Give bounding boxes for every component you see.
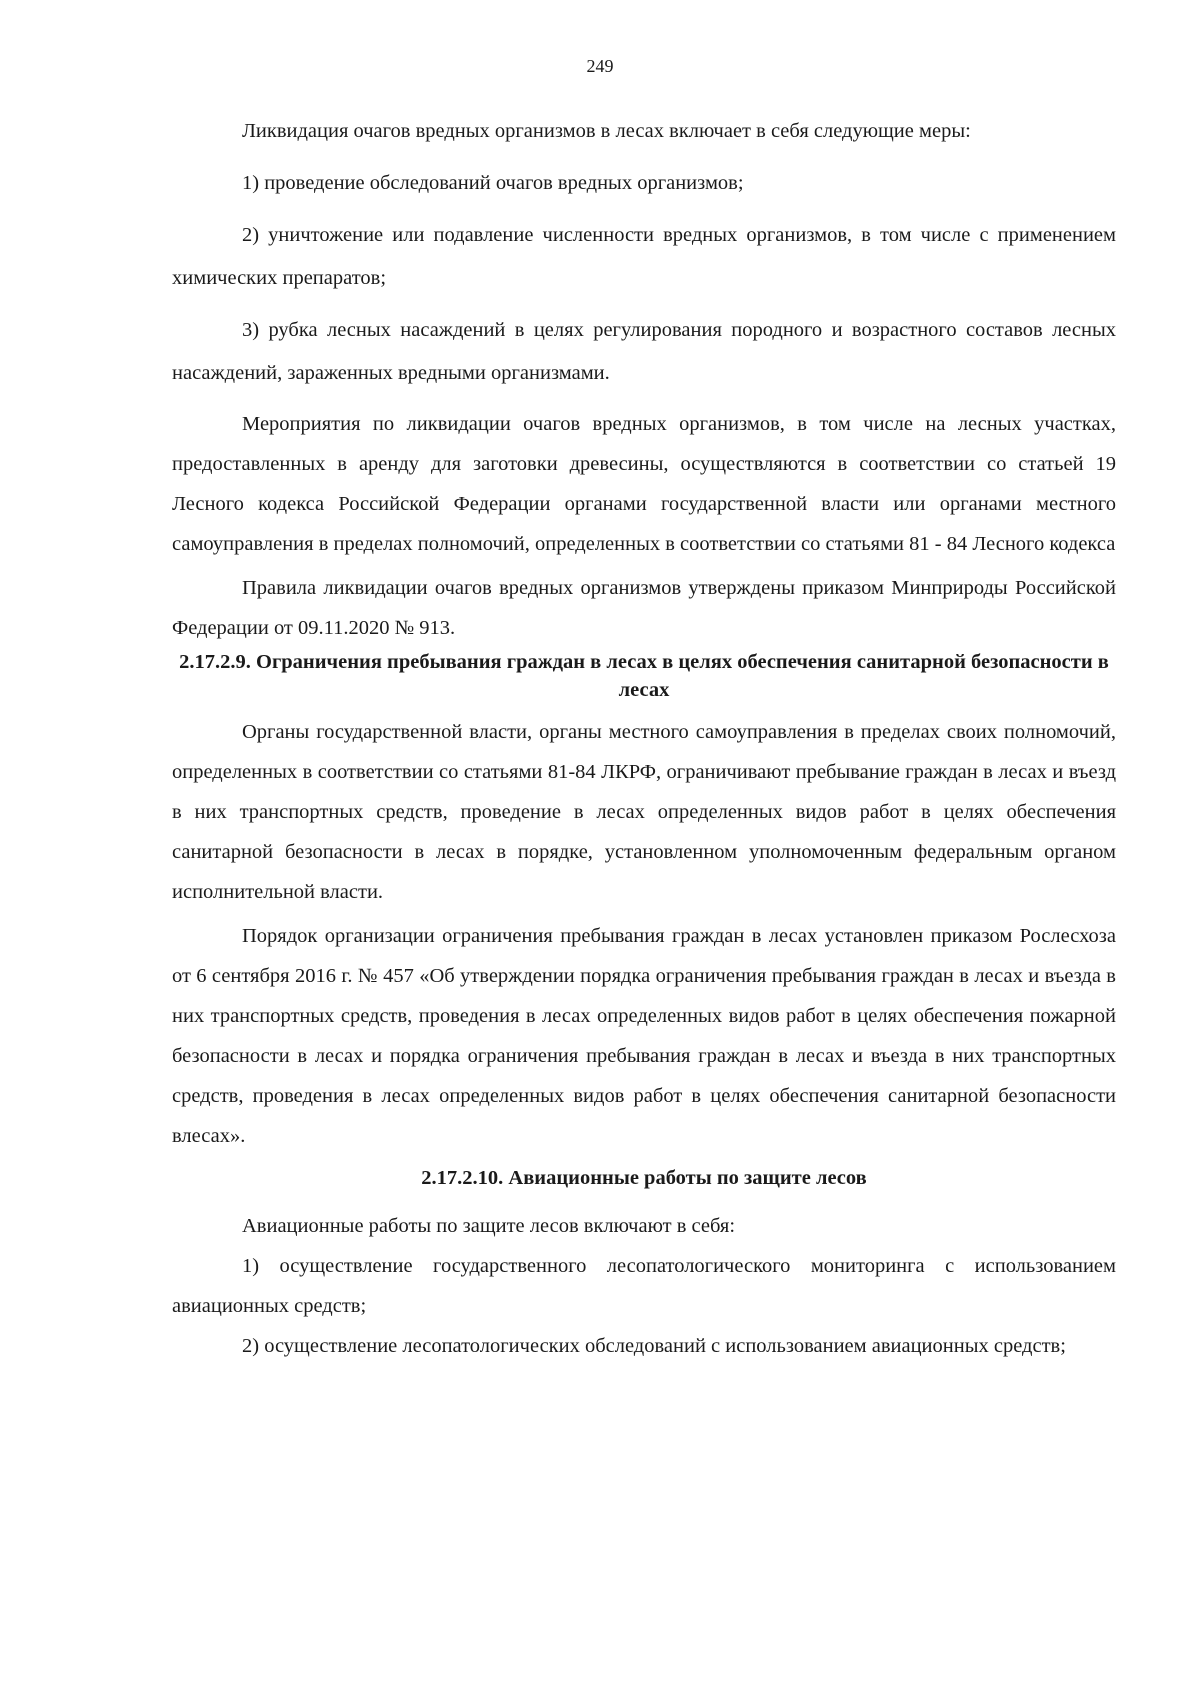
list-item: 1) осуществление государственного лесопатологического мониторинга с использованием авиационных средств; (172, 1255, 1116, 1317)
list-item: 3) рубка лесных насаждений в целях регулирования породного и возрастного составов лесных насаждений, зараженных вредными организмами. (172, 319, 1116, 384)
paragraph: Органы государственной власти, органы местного самоуправления в пределах своих полномочий, определенных в соответствии со статьями 81-84 ЛКРФ, ограничивают пребывание граждан в лесах и въезд в них транспортных средств, проведение в лесах определенных видов работ в целях обеспечения санитарной безопасности в лесах в порядке, установленном уполномоченным федеральным органом исполнительной власти. (172, 721, 1116, 903)
paragraph: Ликвидация очагов вредных организмов в лесах включает в себя следующие меры: (242, 120, 971, 142)
paragraph: Мероприятия по ликвидации очагов вредных организмов, в том числе на лесных участках, предоставленных в аренду для заготовки древесины, осуществляются в соответствии со статьей 19 Лесного кодекса Российской Федерации органами государственной власти или органами местного самоуправления в пределах полномочий, определенных в соответствии со статьями 81 - 84 Лесного кодекса (172, 413, 1116, 555)
paragraph: Порядок организации ограничения пребывания граждан в лесах установлен приказом Рослесхоза от 6 сентября 2016 г. № 457 «Об утверждении порядка ограничения пребывания граждан в лесах и въезда в них транспортных средств, проведения в лесах определенных видов работ в целях обеспечения пожарной безопасности в лесах и порядка ограничения пребывания граждан в лесах и въезда в них транспортных средств, проведения в лесах определенных видов работ в целях обеспечения санитарной безопасности влесах». (172, 925, 1116, 1147)
paragraph: Авиационные работы по защите лесов включают в себя: (242, 1215, 736, 1237)
page-number: 249 (586, 56, 614, 76)
section-heading: 2.17.2.9. Ограничения пребывания граждан в лесах в целях обеспечения санитарной безопасности в лесах (179, 651, 1109, 701)
section-heading: 2.17.2.10. Авиационные работы по защите лесов (421, 1167, 867, 1189)
document-body (172, 110, 1116, 1366)
list-item: 2) осуществление лесопатологических обследований с использованием авиационных средств; (242, 1335, 1066, 1357)
list-item: 2) уничтожение или подавление численности вредных организмов, в том числе с применением химических препаратов; (172, 224, 1116, 289)
paragraph: Правила ликвидации очагов вредных организмов утверждены приказом Минприроды Российской Федерации от 09.11.2020 № 913. (172, 577, 1116, 639)
list-item: 1) проведение обследований очагов вредных организмов; (242, 172, 744, 194)
